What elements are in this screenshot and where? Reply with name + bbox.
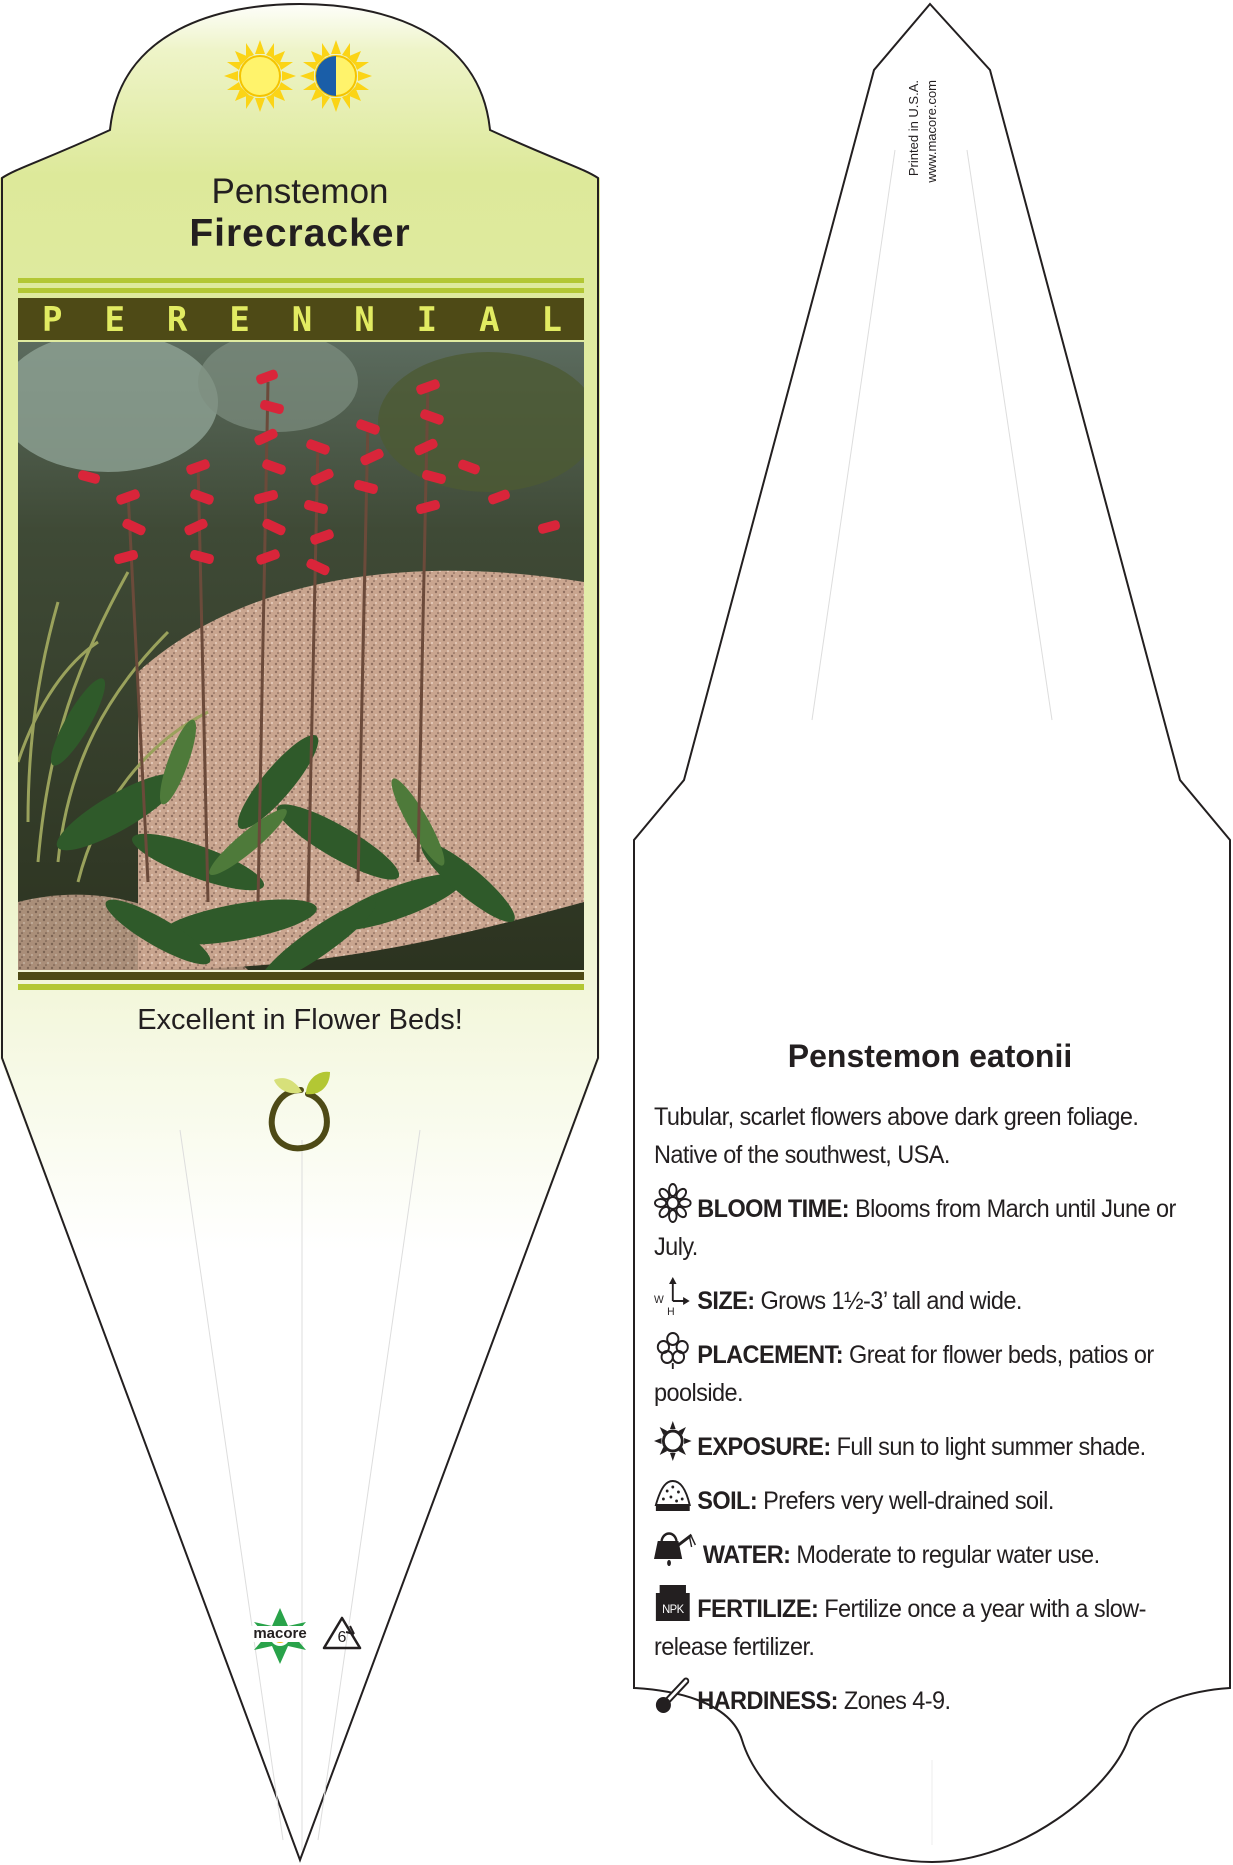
attribute-text: Prefers very well-drained soil. [763,1487,1054,1515]
height-letter: H [667,1305,675,1315]
rule-top-1 [18,278,584,283]
npk-label: NPK [662,1602,684,1617]
soil-icon [654,1475,692,1515]
category-label [18,298,584,340]
common-name: Penstemon [211,172,389,211]
category-letter: L [541,300,562,340]
rule-bottom-green [18,984,584,990]
attribute-label: HARDINESS: [697,1687,838,1715]
attribute-soil [654,1475,1180,1520]
watering-can-icon [654,1529,697,1569]
npk-icon [654,1583,692,1623]
sprout-logo-icon [266,1068,336,1152]
tagline: Excellent in Flower Beds! [137,1004,463,1036]
species-name: Penstemon eatonii [787,1038,1073,1074]
attribute-text: Full sun to light summer shade. [836,1433,1146,1461]
flower-icon [654,1183,692,1223]
attribute-label: SOIL: [697,1487,758,1515]
rule-bottom-dark [18,972,584,980]
category-letter: E [229,300,250,340]
attribute-text: Blooms from March until June or July. [654,1195,1176,1261]
category-letter: R [166,300,188,340]
attribute-fertilize [654,1583,1180,1666]
print-info [905,80,965,240]
rule-top-2 [18,288,584,293]
sun-exposure-icons [222,38,374,116]
attribute-text: Zones 4-9. [843,1687,951,1715]
attribute-label: PLACEMENT: [697,1341,844,1369]
attribute-label: BLOOM TIME: [697,1195,849,1223]
size-icon [654,1275,692,1315]
attribute-label: WATER: [702,1541,791,1569]
description: Tubular, scarlet flowers above dark green foliage. Native of the southwest, USA. [654,1103,1139,1169]
attribute-text: Grows 1½-3’ tall and wide. [760,1287,1022,1315]
category-letter: N [354,300,375,340]
attribute-water [654,1529,1180,1574]
thermometer-icon [654,1675,692,1715]
website: www.macore.com [924,80,939,183]
full-sun-icon [224,40,296,112]
attribute-placement [654,1329,1180,1412]
sun-icon [654,1421,692,1461]
care-info [654,1098,1180,1729]
width-letter: W [654,1293,664,1307]
attribute-hardiness [654,1675,1180,1720]
plant-photo [18,342,584,970]
brand-name: macore [240,1626,320,1642]
category-letter: N [291,300,313,340]
variety-name: Firecracker [189,212,411,255]
category-letter: P [42,300,63,340]
printed-in: Printed in U.S.A. [906,80,921,177]
attribute-exposure [654,1421,1180,1466]
attribute-bloom-time [654,1183,1180,1266]
attribute-label: EXPOSURE: [697,1433,831,1461]
attribute-text: Moderate to regular water use. [796,1541,1100,1569]
recycle-number: 6 [337,1629,347,1646]
attribute-text: Great for flower beds, patios or poolside. [654,1341,1154,1407]
attribute-text: Fertilize once a year with a slow-release fertilizer. [654,1595,1146,1661]
category-letter: I [416,300,438,340]
attribute-size [654,1275,1180,1320]
attribute-label: FERTILIZE: [697,1595,819,1623]
placement-icon [654,1329,692,1369]
attribute-label: SIZE: [697,1287,755,1315]
category-letter: E [104,300,125,340]
partial-sun-icon [300,40,372,112]
category-letter: A [479,300,500,340]
